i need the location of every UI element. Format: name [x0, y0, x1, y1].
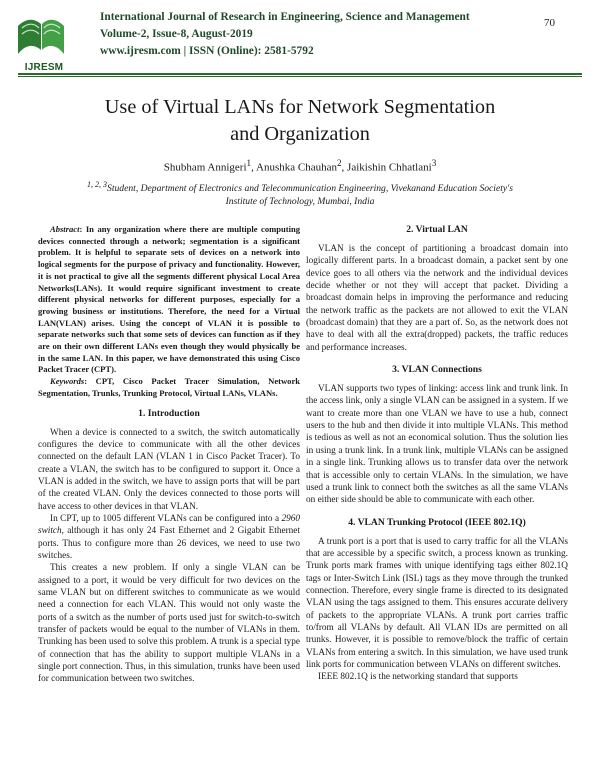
intro-paragraph-2 — [38, 513, 300, 562]
section-heading-introduction: 1. Introduction — [138, 407, 200, 419]
affiliation-sup: 1, 2, 3 — [87, 180, 108, 189]
affiliation-line-1: Student, Department of Electronics and Telecommunication Engineering, Vivekanand Education Society's — [107, 183, 513, 195]
website-issn[interactable]: www.ijresm.com | ISSN (Online): 2581-5792 — [100, 45, 314, 57]
paper-title — [40, 94, 560, 148]
intro-p2-end: , although it has only 24 Fast Ethernet and 2 Gigabit Ethernet ports. Thus to configure more than 26 devices, we need to use two switches. — [38, 526, 300, 561]
section-heading-vlan-connections: 3. VLAN Connections — [392, 364, 482, 376]
abstract-text: : In any organization where there are multiple computing devices connected through a network; segmentation is a significant problem. It is helpful to separate sets of devices on a network into logical segments for the purpose of privacy and functionality. However, it is not practical to give all the segments different physical Local Area Networks(LANs). It would require significant investment to create different physical networks for different purposes, especially for a growing business or institutions. Therefore, the need for a Virtual LAN(VLAN) arises. Using the concept of VLAN it is possible to separate networks such that some sets of devices can function as if they are on their own different LANs even though they would physically be in the same LAN. In this paper, we have demonstrated this using Cisco Packet Tracer (CPT). — [38, 224, 300, 375]
intro-p2-start: In CPT, up to 1005 different VLANs can be configured into a — [50, 513, 282, 524]
author-3: , Jaikishin Chhatlani — [341, 161, 432, 174]
author-2-sup: 2 — [336, 158, 342, 168]
journal-name: International Journal of Research in Engineering, Science and Management — [100, 11, 470, 23]
keywords — [38, 376, 300, 399]
logo-text: IJRESM — [24, 62, 64, 73]
intro-paragraph-1: When a device is connected to a switch, the switch automatically configures the device to communicate with all the other devices connected on the default LAN (VLAN 1 in Cisco Packet Tracer). To create a VLAN, the switch has to be configured to support it. Once a VLAN is added in the switch, we have to assign ports that will be part of the created VLAN. Only the devices connected to those ports will have access to other devices in that VLAN. — [38, 427, 300, 512]
abstract-label: Abstract — [50, 224, 80, 234]
journal-info — [100, 9, 520, 60]
keywords-label: Keywords — [50, 376, 85, 387]
author-1: Shubham Annigeri — [163, 161, 247, 174]
affiliation-line-2: Institute of Technology, Mumbai, India — [225, 196, 375, 208]
left-column — [38, 224, 300, 686]
intro-paragraph-3: This creates a new problem. If only a single VLAN can be assigned to a port, it would be very difficult for two devices on the same VLAN but on different switches to communicate as we would need a connection for each VLAN. This would not only waste the ports of a switch as the number of ports used just for switch-to-switch transfer of packets would be equal to the number of VLANs in them. Trunking has been used to solve this problem. A trunk is a special type of connection that has the ability to support multiple VLANs in a single port connection. Thus, in this simulation, trunks have been used for communication between two switches. — [38, 563, 300, 685]
page-number: 70 — [544, 17, 555, 29]
keywords-text: : CPT, Cisco Packet Tracer Simulation, Network Segmentation, Trunks, Trunking Protocol, Virtual LANs, VLANs. — [38, 376, 300, 398]
right-column — [306, 224, 568, 684]
section-heading-virtual-lan: 2. Virtual LAN — [406, 224, 468, 235]
affiliation — [60, 178, 540, 208]
journal-header — [0, 0, 600, 76]
header-rule — [18, 73, 582, 75]
vlan-paragraph-1: VLAN is the concept of partitioning a broadcast domain into logically different parts. In a broadcast domain, a packet sent by one device goes to all others via the network and the individual devices decide whether or not they will accept that packet. Dividing a broadcast domain helps in improving the performance and reducing the network traffic as the packets are not allowed to exit the VLAN (broadcast domain) that they are a part of. So, as the network does not have to deal with all the extra(dropped) packets, the traffic reduces and performance increases. — [306, 244, 568, 353]
intro-p2-emphasis: 2960 switch — [38, 513, 300, 537]
trunking-paragraph-1: A trunk port is a port that is used to carry traffic for all the VLANs that are accessible by a specific switch, a process known as trunking. Trunk ports mark frames with unique identifying tags either 802.1Q tags or Inter-Switch Link (ISL) tags as they move through the trunked connection. Therefore, every single frame is directed to its designated VLAN using the tags assigned to them. This ensures accurate delivery of packets to the appropriate VLANs. A trunk port carries traffic to/from all VLANs by default. All VLAN IDs are permitted on all trunks. However, it is possible to remove/block the traffic of certain VLANs from entering a switch. In this simulation, we have used trunk link ports for communication between VLANs on different switches. — [306, 536, 568, 670]
author-list — [60, 158, 540, 174]
author-2: , Anushka Chauhan — [251, 161, 337, 174]
section-heading-trunking-protocol: 4. VLAN Trunking Protocol (IEEE 802.1Q) — [348, 516, 526, 528]
author-3-sup: 3 — [431, 158, 437, 168]
author-1-sup: 1 — [246, 158, 252, 168]
title-line-1: Use of Virtual LANs for Network Segmentation — [104, 96, 496, 118]
journal-logo — [12, 14, 74, 73]
trunking-paragraph-2: IEEE 802.1Q is the networking standard that supports — [318, 672, 518, 683]
connections-paragraph-1: VLAN supports two types of linking: access link and trunk link. In the access link, only a single VLAN can be assigned in a system. If we want to create more than one VLAN we have to use a hub, connect users to the hub and then divide it into multiple VLANs. This method is tedious as well as not an economical solution. Thus the solution lies in using a trunk link. In a trunk link, multiple VLANs can be assigned in a single link. Trunking allows us to transfer data over the network that is accessible only to certain VLANs. In the simulation, we have used a trunk link to connect both the switches as all the same VLANs on either side should be able to communicate with each other. — [306, 384, 568, 506]
header-rule-thin — [18, 76, 582, 77]
book-icon — [12, 14, 74, 60]
title-line-2: and Organization — [230, 123, 370, 145]
volume-issue: Volume-2, Issue-8, August-2019 — [100, 28, 253, 40]
abstract — [38, 224, 300, 376]
